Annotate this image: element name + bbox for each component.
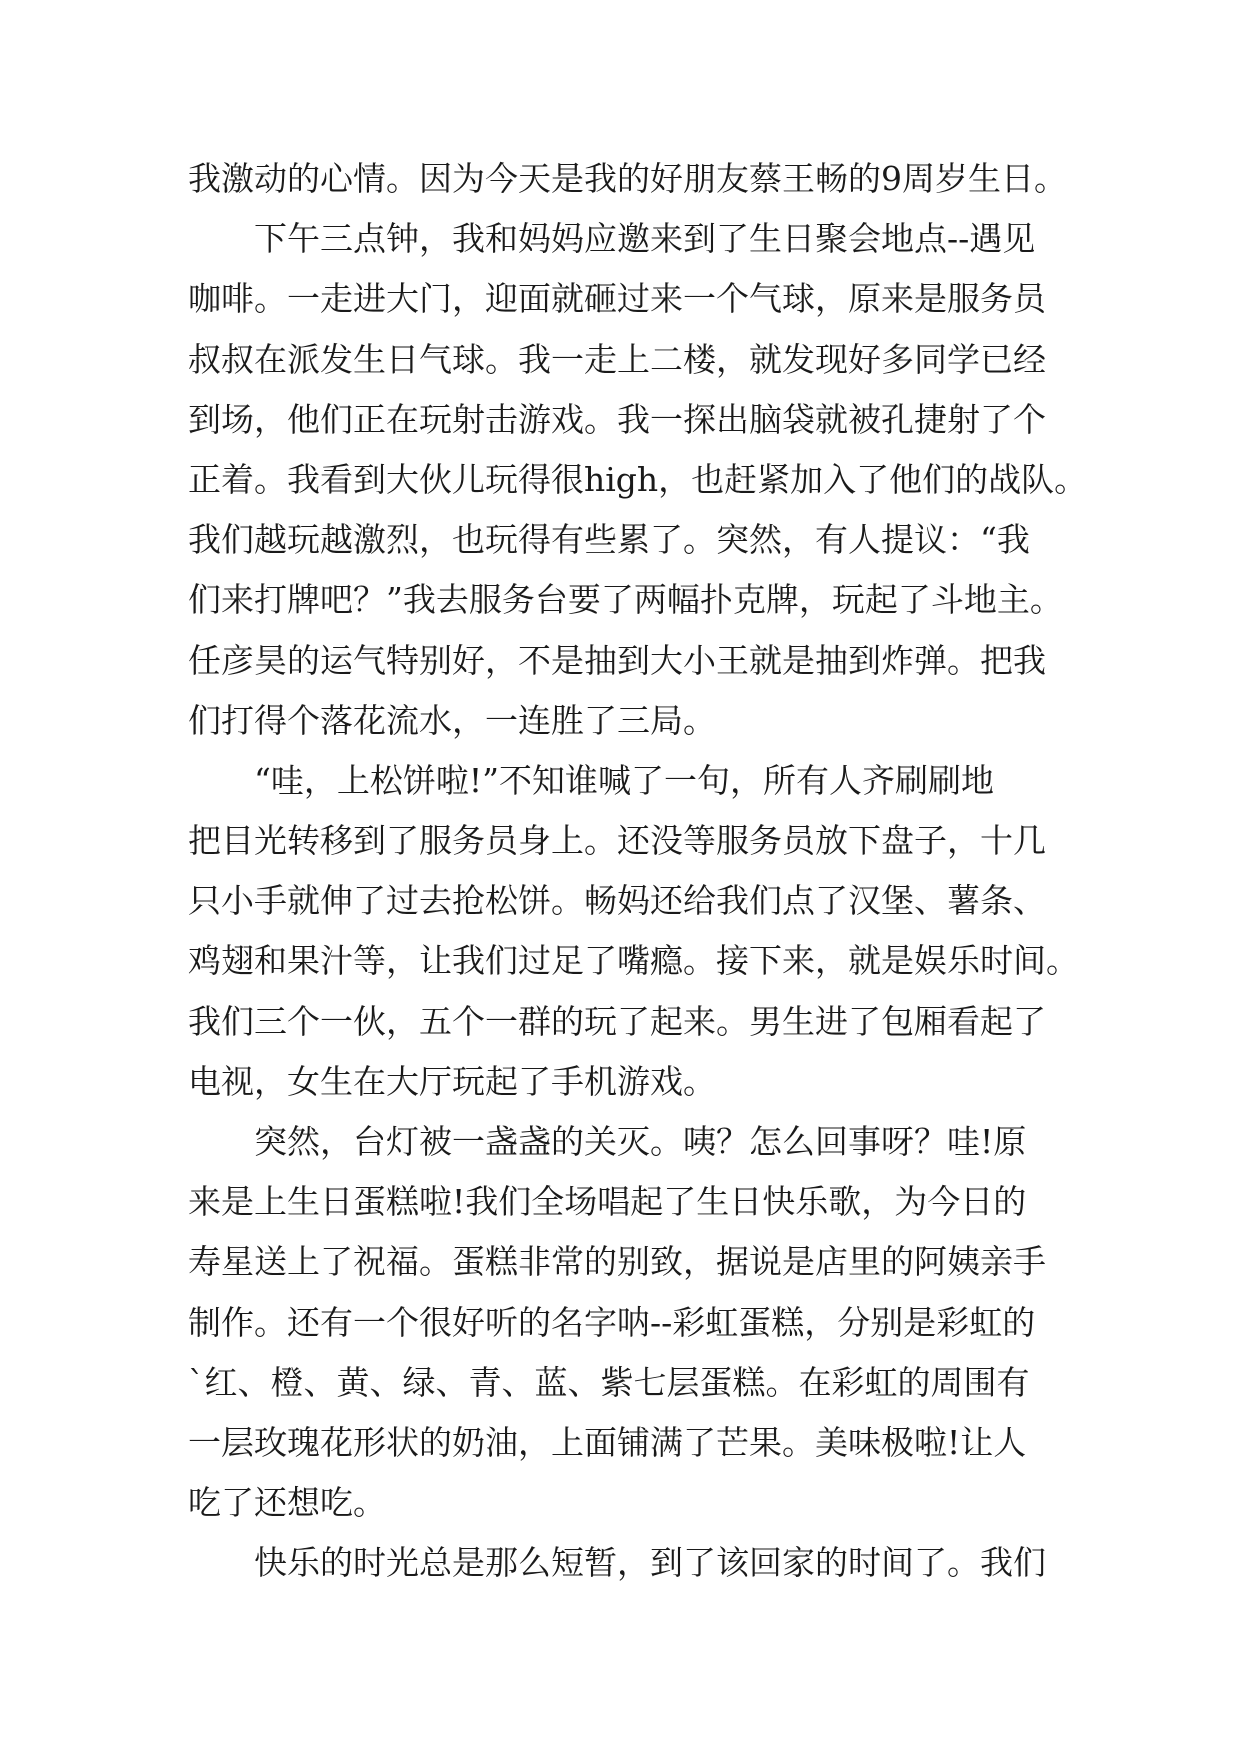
- text-line: 突然，台灯被一盏盏的关灭。咦？怎么回事呀？哇!原: [188, 1122, 1027, 1161]
- text-line: 我们三个一伙，五个一群的玩了起来。男生进了包厢看起了: [188, 1001, 1046, 1041]
- text-line: 吃了还想吃。: [188, 1483, 386, 1523]
- text-line: `红、橙、黄、绿、青、蓝、紫七层蛋糕。在彩虹的周围有: [188, 1362, 1030, 1402]
- text-line: 寿星送上了祝福。蛋糕非常的别致，据说是店里的阿姨亲手: [188, 1242, 1046, 1282]
- text-line: 一层玫瑰花形状的奶油，上面铺满了芒果。美味极啦!让人: [188, 1422, 1027, 1462]
- text-line: 们来打牌吧？”我去服务台要了两幅扑克牌，玩起了斗地主。: [188, 580, 1063, 620]
- text-line: 下午三点钟，我和妈妈应邀来到了生日聚会地点--遇见: [188, 219, 1036, 259]
- text-line: 制作。还有一个很好听的名字呐--彩虹蛋糕，分别是彩虹的: [188, 1302, 1036, 1342]
- text-line: 我激动的心情。因为今天是我的好朋友蔡王畅的9周岁生日。: [188, 159, 1067, 198]
- document-body: [188, 159, 1088, 1605]
- text-line: 我们越玩越激烈，也玩得有些累了。突然，有人提议：“我: [188, 520, 1030, 560]
- text-line: 只小手就伸了过去抢松饼。畅妈还给我们点了汉堡、薯条、: [188, 881, 1046, 921]
- text-line: 把目光转移到了服务员身上。还没等服务员放下盘子，十几: [188, 821, 1046, 861]
- text-line: 来是上生日蛋糕啦!我们全场唱起了生日快乐歌，为今日的: [188, 1182, 1027, 1222]
- text-line: 正着。我看到大伙儿玩得很high，也赶紧加入了他们的战队。: [188, 459, 1088, 499]
- text-line: 快乐的时光总是那么短暂，到了该回家的时间了。我们: [188, 1543, 1046, 1583]
- text-line: 任彦昊的运气特别好，不是抽到大小王就是抽到炸弹。把我: [188, 640, 1046, 680]
- text-line: 咖啡。一走进大门，迎面就砸过来一个气球，原来是服务员: [188, 279, 1046, 319]
- text-line: 到场，他们正在玩射击游戏。我一探出脑袋就被孔捷射了个: [188, 399, 1046, 439]
- text-line: “哇，上松饼啦!”不知谁喊了一句，所有人齐刷刷地: [188, 760, 995, 800]
- text-line: 电视，女生在大厅玩起了手机游戏。: [188, 1061, 716, 1101]
- text-line: 鸡翅和果汁等，让我们过足了嘴瘾。接下来，就是娱乐时间。: [188, 941, 1079, 981]
- text-line: 叔叔在派发生日气球。我一走上二楼，就发现好多同学已经: [188, 339, 1046, 379]
- text-line: 们打得个落花流水，一连胜了三局。: [188, 700, 716, 740]
